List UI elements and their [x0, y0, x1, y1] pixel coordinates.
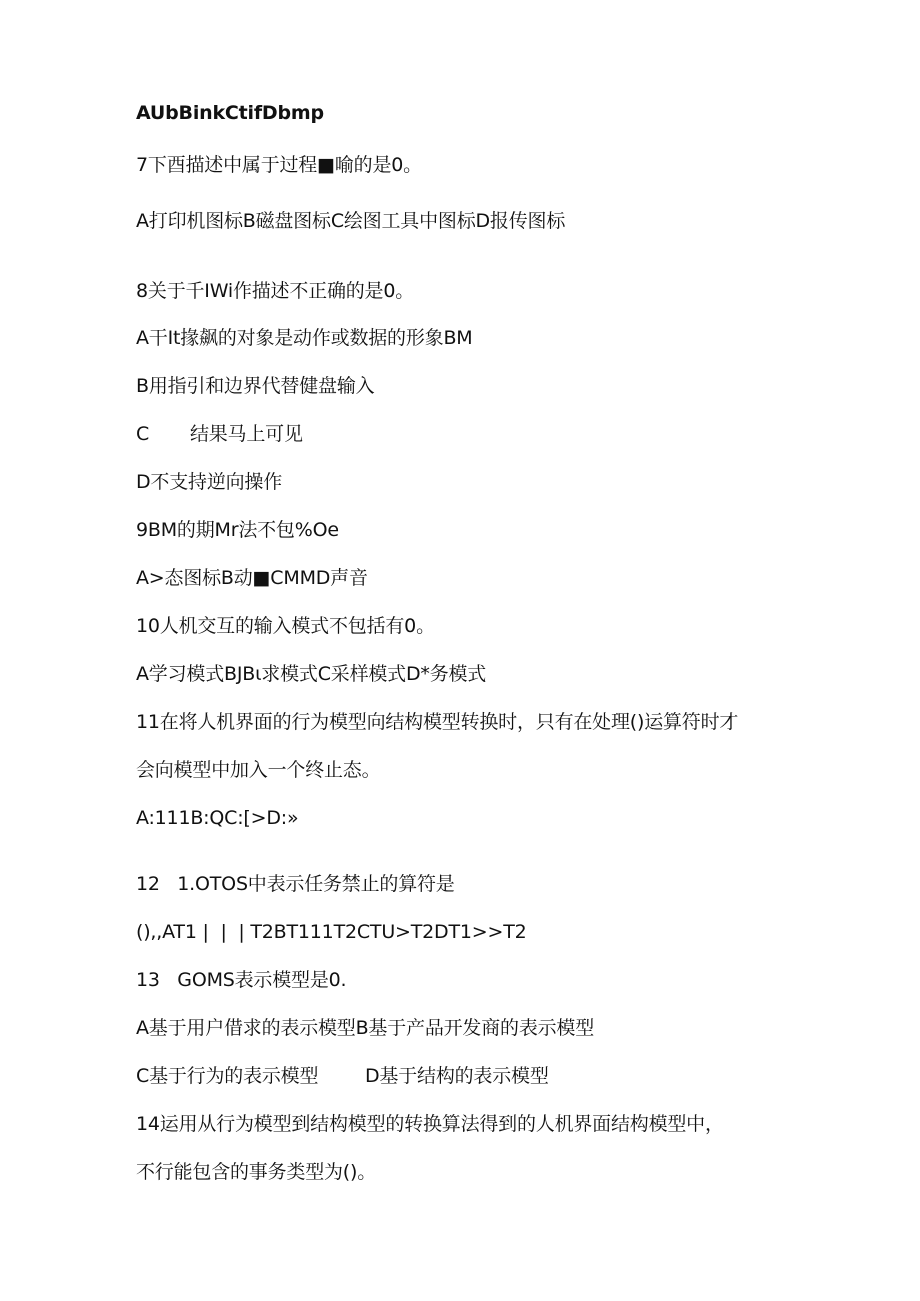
- question-8-option-d: D不支持逆向操作: [136, 471, 283, 493]
- question-8-option-a: A干It掾飙的对象是动作或数据的形象BM: [136, 327, 473, 349]
- question-12: 12 1.OTOS中表示任务禁止的算符是: [136, 873, 455, 895]
- question-10: 10人机交互的输入模式不包括有0。: [136, 615, 435, 637]
- question-8-option-c: C 结果马上可见: [136, 423, 303, 445]
- question-11-continued: 会向模型中加入一个终止态。: [136, 759, 381, 781]
- question-13-options-cd: C基于行为的表示模型 D基于结构的表示模型: [136, 1065, 549, 1087]
- question-14: 14运用从行为模型到结构模型的转换算法得到的人机界面结构模型中，: [136, 1113, 724, 1135]
- question-7-options: A打印机图标B磁盘图标C绘图工具中图标D报传图标: [136, 210, 566, 232]
- question-13-options-ab: A基于用户借求的表示模型B基于产品开发商的表示模型: [136, 1017, 595, 1039]
- question-13: 13 GOMS表示模型是0.: [136, 969, 347, 991]
- question-9: 9BM的期Mr法不包%Oe: [136, 519, 339, 541]
- text-line: AUbBinkCtifDbmp: [136, 102, 324, 124]
- question-12-options: (),,AT1 | | | T2BT111T2CTU>T2DT1>>T2: [136, 921, 527, 943]
- question-11-options: A:111B:QC:[>D:»: [136, 807, 299, 829]
- question-8-option-b: B用指引和边界代替健盘输入: [136, 375, 375, 397]
- question-7: 7下酉描述中属于过程■喻的是0。: [136, 154, 422, 176]
- question-8: 8关于千IWi作描述不正确的是0。: [136, 280, 415, 302]
- question-14-continued: 不行能包含的事务类型为()。: [136, 1161, 377, 1183]
- question-10-options: A学习模式BJBι求模式C采样模式D*务模式: [136, 663, 487, 685]
- question-9-options: A>态图标B动■CMMD声音: [136, 567, 368, 589]
- question-11: 11在将人机界面的行为模型向结构模型转换时，只有在处理()运算符时才: [136, 711, 739, 733]
